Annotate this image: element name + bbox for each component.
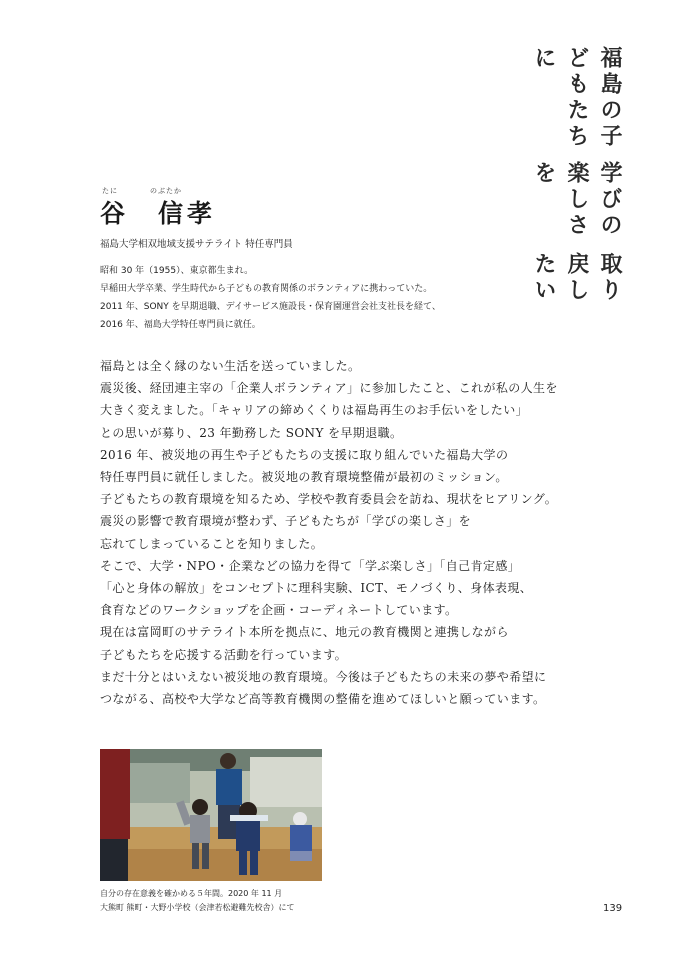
body-line: 忘れてしまっていることを知りました。 [100,536,324,551]
title-line-1: 福島の子どもたちに [531,46,623,150]
affiliation: 福島大学相双地域支援サテライト 特任専門員 [100,239,293,250]
photo-caption [100,887,295,915]
body-line: 「心と身体の解放」をコンセプトに理科実験、ICT、モノづくり、身体表現、 [100,581,533,596]
body-line: 特任専門員に就任しました。被災地の教育環境整備が最初のミッション。 [100,470,508,485]
ruby-given-name: のぶたか [150,187,182,195]
bio-block [100,262,540,334]
bio-line: 2016 年、福島大学特任専門員に就任。 [100,320,261,330]
bio-line: 昭和 30 年（1955）、東京都生まれ。 [100,266,254,276]
body-line: 震災の影響で教育環境が整わず、子どもたちが「学びの楽しさ」を [100,514,472,529]
caption-line: 自分の存在意義を確かめる５年間。2020 年 11 月 [100,889,283,898]
body-line: 震災後、経団連主宰の「企業人ボランティア」に参加したこと、これが私の人生を [100,381,558,396]
body-line: 2016 年、被災地の再生や子どもたちの支援に取り組んでいた福島大学の [100,447,509,462]
body-text [100,355,620,710]
title-line-2: 学びの楽しさを [531,161,623,240]
body-line: 食育などのワークショップを企画・コーディネートしています。 [100,603,458,618]
body-line: 現在は富岡町のサテライト本所を拠点に、地元の教育機関と連携しながら [100,625,509,640]
body-line: まだ十分とはいえない被災地の教育環境。今後は子どもたちの未来の夢や希望に [100,669,547,684]
bio-line: 早稲田大学卒業、学生時代から子どもの教育関係のボランティアに携わっていた。 [100,284,433,294]
body-line: そこで、大学・NPO・企業などの協力を得て「学ぶ楽しさ」「自己肯定感」 [100,558,521,573]
body-line: 子どもたちを応援する活動を行っています。 [100,647,348,662]
body-line: 子どもたちの教育環境を知るため、学校や教育委員会を訪ね、現状をヒアリング。 [100,492,558,507]
bio-line: 2011 年、SONY を早期退職、デイサービス施設長・保育園運営会社支社長を経て、 [100,302,441,312]
ruby-family-name: たに [102,187,118,195]
vertical-title [527,46,626,326]
person-name: 谷 信孝 [100,199,217,228]
photo-illustration [100,749,322,881]
caption-line: 大熊町 熊町・大野小学校（会津若松避難先校舎）にて [100,903,295,912]
body-line: 大きく変えました。「キャリアの締めくくりは福島再生のお手伝いをしたい」 [100,403,529,418]
body-line: 福島とは全く縁のない生活を送っていました。 [100,359,361,373]
body-line: との思いが募り、23 年勤務した SONY を早期退職。 [100,425,403,440]
body-line: つながる、高校や大学など高等教育機関の整備を進めてほしいと願っています。 [100,692,546,707]
page-number: 139 [603,903,623,914]
classroom-photo [100,749,322,881]
name-block [100,186,300,226]
title-line-3: 取り戻したい [531,251,623,304]
